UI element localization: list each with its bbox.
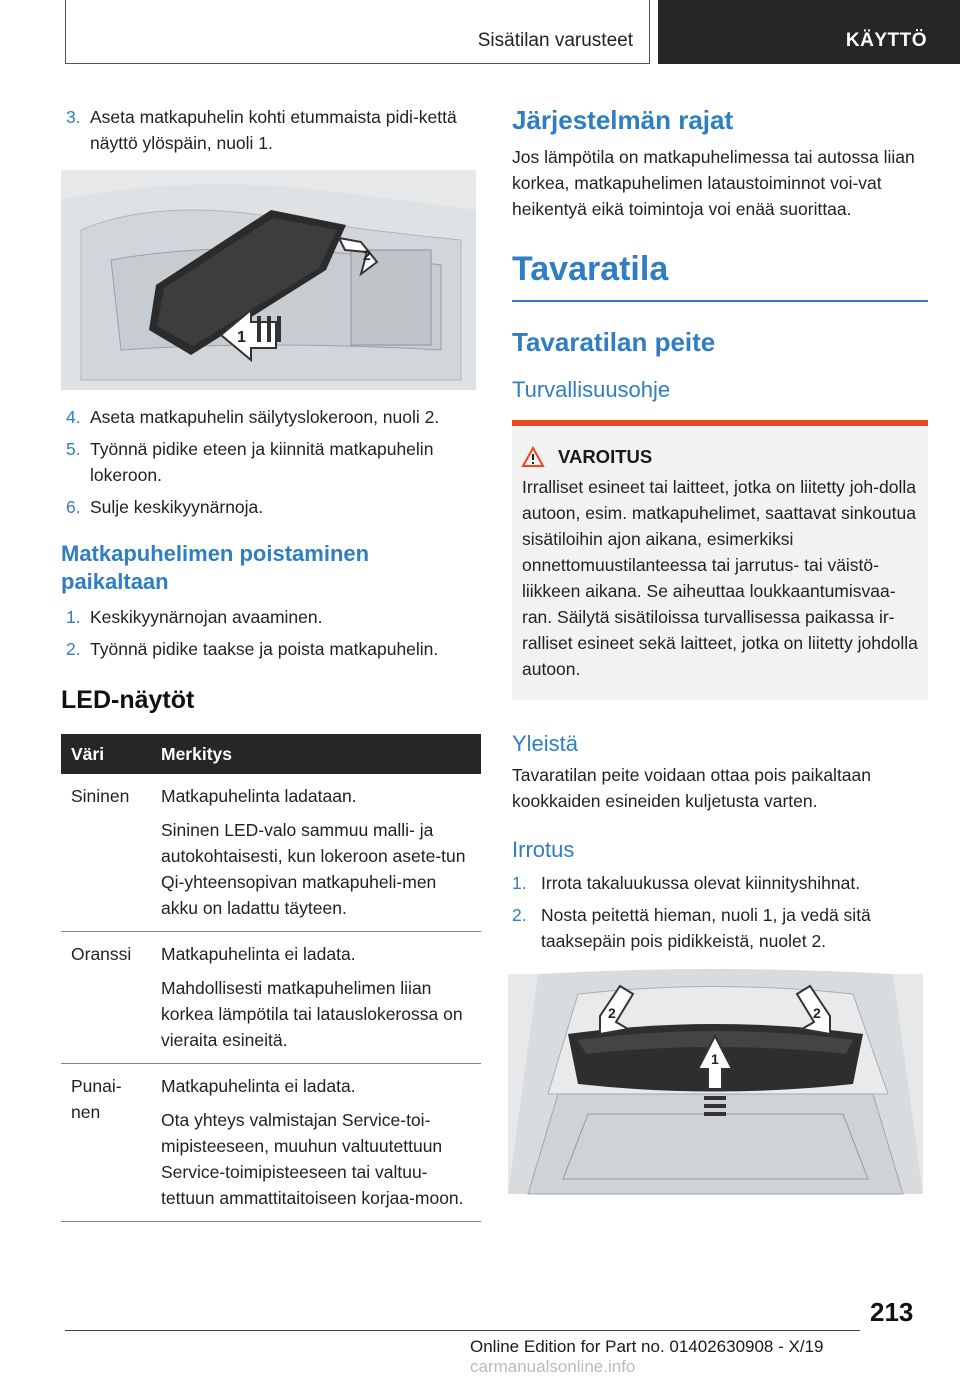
step-text: Aseta matkapuhelin kohti etummaista pidi-kettä näyttö ylöspäin, nuoli 1. xyxy=(90,107,457,153)
meaning-status: Matkapuhelinta ei ladata. xyxy=(161,944,356,964)
left-column xyxy=(61,104,481,1222)
step-text: Nosta peitettä hieman, nuoli 1, ja vedä sitä taaksepäin pois pidikkeistä, nuolet 2. xyxy=(541,905,871,951)
footer-watermark: carmanualsonline.info xyxy=(470,1357,636,1376)
section-heading-general: Yleistä xyxy=(512,731,579,756)
cell-meaning xyxy=(151,1064,481,1222)
cargo-cover-illustration xyxy=(508,974,923,1194)
section-heading-limits: Järjestelmän rajat xyxy=(512,105,734,135)
cargo-cover-figure xyxy=(508,974,923,1194)
step-number: 1. xyxy=(66,607,81,627)
footer-divider xyxy=(65,1330,860,1331)
chapter-divider xyxy=(512,300,928,302)
section-heading-led: LED-näytöt xyxy=(61,686,195,714)
list-item xyxy=(512,902,928,954)
header-section-box xyxy=(65,0,650,64)
list-item xyxy=(61,404,481,430)
step-number: 4. xyxy=(66,407,81,427)
meaning-detail: Sininen LED-valo sammuu malli- ja autokohtaisesti, kun lokeroon asete-tun Qi-yhteensopivan matkapuheli-men akku on ladattu täyteen. xyxy=(161,820,466,918)
cell-meaning xyxy=(151,932,481,1064)
phone-holder-illustration xyxy=(61,170,476,390)
cell-color: Punai-nen xyxy=(61,1064,151,1222)
footer-text xyxy=(470,1337,960,1377)
warning-title xyxy=(518,446,922,468)
step-text: Keskikyynärnojan avaaminen. xyxy=(90,607,323,627)
table-row xyxy=(61,774,481,932)
header-chapter-title: KÄYTTÖ xyxy=(845,30,927,51)
warning-text: Irralliset esineet tai laitteet, jotka on liitetty joh-dolla autoon, esim. matkapuhelimet, saattavat sinkoutua sisätiloihin ajon aikana, esimerkiksi onnettomuustilanteessa tai jarrutus- tai väistö-liikkeen aikana. Se aiheuttaa loukkaantumisvaa-ran. Säilytä sisätiloissa turvallisessa paikassa ir-ralliset esineet sekä laitteet, jotka on liitetty johdolla autoon. xyxy=(522,477,918,679)
led-table xyxy=(61,734,481,1222)
section-heading-safety: Turvallisuusohje xyxy=(512,377,671,402)
list-item xyxy=(512,870,928,896)
meaning-detail: Ota yhteys valmistajan Service-toi-mipisteeseen, muuhun valtuutettuun Service-toimipisteeseen tai valtuu-tettuun ammattitaitoiseen korjaa-moon. xyxy=(161,1110,464,1208)
cell-meaning xyxy=(151,774,481,932)
list-item xyxy=(61,636,481,662)
warning-triangle-icon xyxy=(522,447,544,467)
figure2-arrow-label-right: 2 xyxy=(813,1005,821,1021)
step-text: Työnnä pidike taakse ja poista matkapuhelin. xyxy=(90,639,439,659)
list-item xyxy=(61,494,481,520)
step-number: 5. xyxy=(66,439,81,459)
section-heading-removal: Matkapuhelimen poistaminen paikaltaan xyxy=(61,541,370,594)
warning-box xyxy=(512,420,928,700)
step-number: 2. xyxy=(512,905,527,925)
figure2-arrow-label-left: 2 xyxy=(608,1005,616,1021)
list-item xyxy=(61,436,481,488)
figure2-arrow-label-center: 1 xyxy=(711,1051,719,1067)
figure1-arrow-label-1: 1 xyxy=(237,329,246,346)
list-item xyxy=(61,104,481,156)
step-number: 2. xyxy=(66,639,81,659)
phone-holder-figure xyxy=(61,170,476,390)
column-header: Väri xyxy=(61,734,151,774)
page-number: 213 xyxy=(870,1297,914,1327)
meaning-status: Matkapuhelinta ei ladata. xyxy=(161,1076,356,1096)
step-number: 6. xyxy=(66,497,81,517)
warning-title-text: VAROITUS xyxy=(558,446,653,467)
table-row xyxy=(61,1064,481,1222)
figure1-arrow-label-2: 2 xyxy=(363,247,371,263)
section-heading-detach: Irrotus xyxy=(512,837,575,862)
general-paragraph: Tavaratilan peite voidaan ottaa pois paikaltaan kookkaiden esineiden kuljetusta varten. xyxy=(512,765,871,811)
limits-paragraph: Jos lämpötila on matkapuhelimessa tai autossa liian korkea, matkapuhelimen lataustoiminnot voi-vat heikentyä eikä toimintoja voi enää suorittaa. xyxy=(512,147,915,219)
cell-color: Sininen xyxy=(61,774,151,932)
step-number: 1. xyxy=(512,873,527,893)
right-column xyxy=(512,104,928,1194)
step-text: Työnnä pidike eteen ja kiinnitä matkapuhelin lokeroon. xyxy=(90,439,434,485)
step-number: 3. xyxy=(66,107,81,127)
meaning-status: Matkapuhelinta ladataan. xyxy=(161,786,357,806)
table-row xyxy=(61,932,481,1064)
list-item xyxy=(61,604,481,630)
footer-edition: Online Edition for Part no. 01402630908 - X/19 xyxy=(470,1337,824,1356)
chapter-title: Tavaratila xyxy=(512,250,669,288)
step-text: Sulje keskikyynärnoja. xyxy=(90,497,264,517)
section-heading-cover: Tavaratilan peite xyxy=(512,327,716,357)
cell-color: Oranssi xyxy=(61,932,151,1064)
header-section-title: Sisätilan varusteet xyxy=(477,30,633,51)
header-chapter-box xyxy=(658,0,960,64)
step-text: Aseta matkapuhelin säilytyslokeroon, nuoli 2. xyxy=(90,407,440,427)
column-header: Merkitys xyxy=(151,734,481,774)
meaning-detail: Mahdollisesti matkapuhelimen liian korkea lämpötila tai latauslokerossa on vieraita esineitä. xyxy=(161,978,463,1050)
step-text: Irrota takaluukussa olevat kiinnityshihnat. xyxy=(541,873,861,893)
